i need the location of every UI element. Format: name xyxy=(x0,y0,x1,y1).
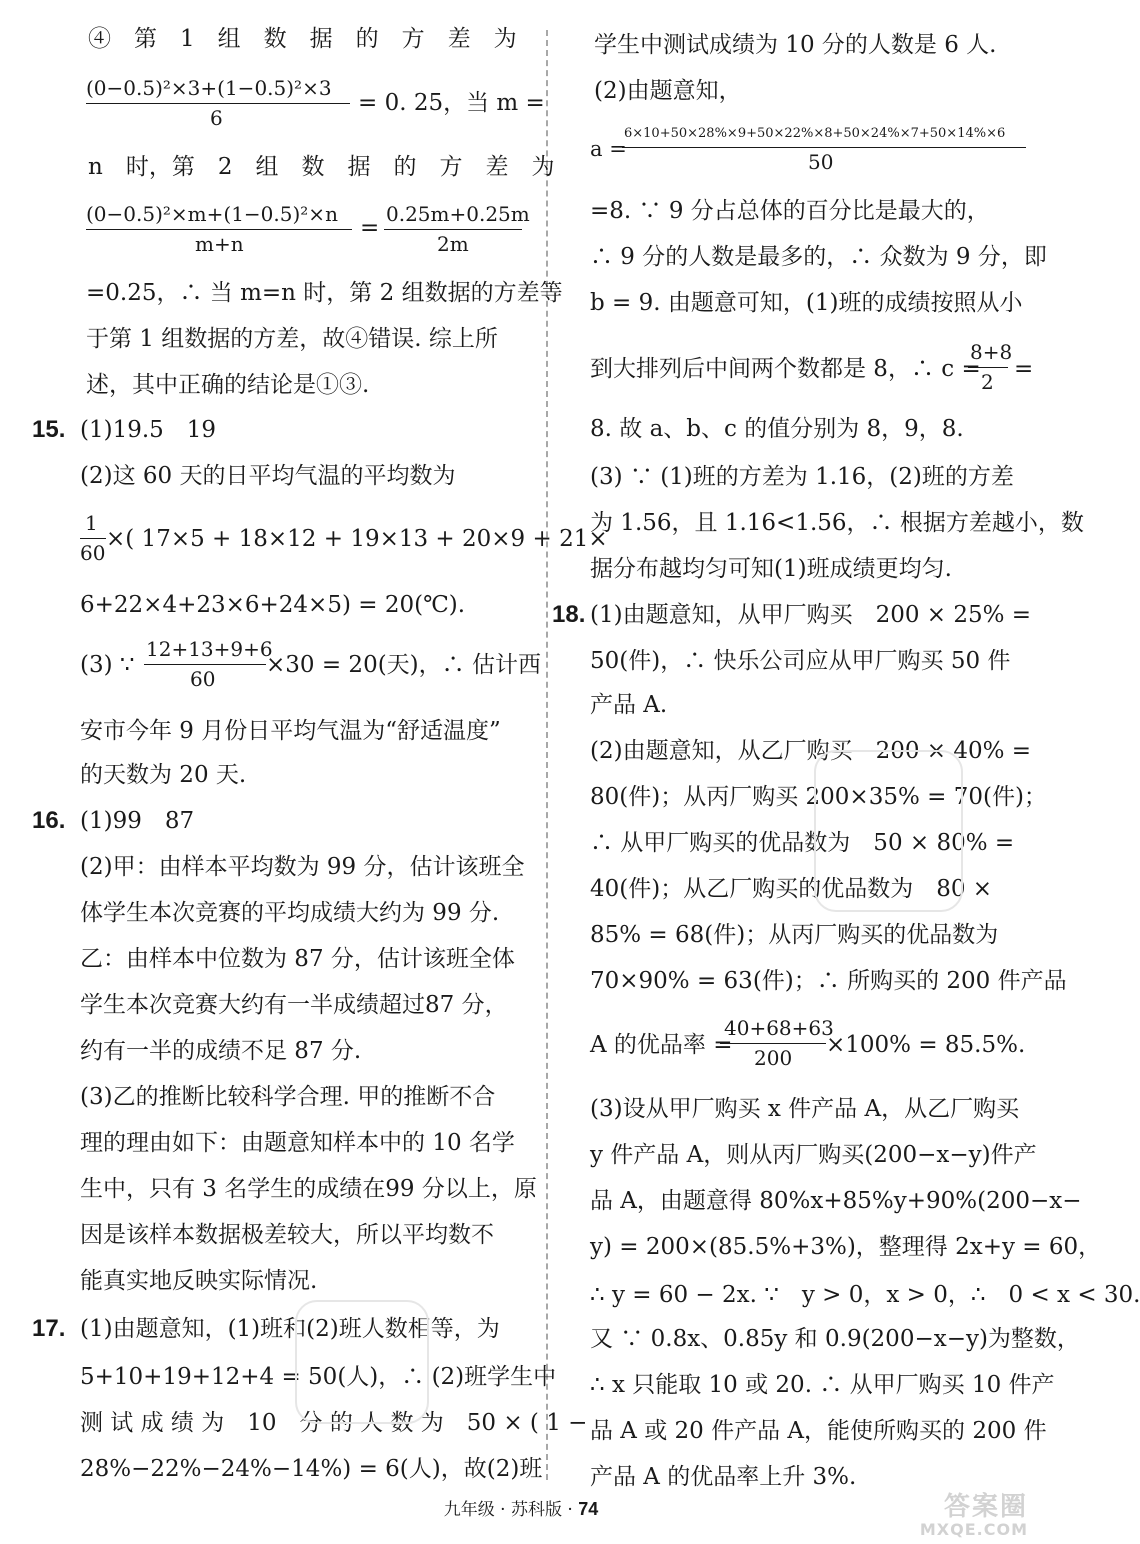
text-line: y) = 200×(85.5%+3%)，整理得 2x+y = 60， xyxy=(590,1234,1102,1260)
text-line: (3)乙的推断比较科学合理. 甲的推断不合 xyxy=(80,1084,496,1110)
text-line: 50(件)，∴ 快乐公司应从甲厂购买 50 件 xyxy=(590,648,1011,674)
text-line: 28%−22%−24%−14%) = 6(人)，故(2)班 xyxy=(80,1456,543,1482)
text-line: A 的优品率 = xyxy=(590,1032,733,1058)
question-number-15: 15. xyxy=(32,416,66,443)
text-line: 约有一半的成绩不足 87 分. xyxy=(80,1038,362,1064)
fraction-denominator: 6 xyxy=(210,106,223,130)
fraction-denominator: 2m xyxy=(437,232,469,256)
text-line: y 件产品 A，则从丙厂购买(200−x−y)件产 xyxy=(590,1142,1037,1168)
question-number-16: 16. xyxy=(32,807,66,834)
fraction-numerator: 0.25m+0.25m xyxy=(386,202,530,226)
text-line: ×100% = 85.5%. xyxy=(826,1032,1026,1058)
fraction-numerator: 6×10+50×28%×9+50×22%×8+50×24%×7+50×14%×6 xyxy=(624,126,1006,141)
fraction-numerator: 12+13+9+6 xyxy=(146,637,273,661)
text-line: 品 A，由题意得 80%x+85%y+90%(200−x− xyxy=(590,1188,1082,1214)
fraction-bar xyxy=(720,1043,826,1044)
text-line: (1)19.5 19 xyxy=(80,417,217,443)
text-line: 述，其中正确的结论是①③. xyxy=(86,372,370,398)
fraction-denominator: m+n xyxy=(195,232,244,256)
footer-label: 九年级 · 苏科版 · xyxy=(443,1500,573,1520)
text-line: 产品 A. xyxy=(590,692,668,718)
text-line: 于第 1 组数据的方差，故④错误. 综上所 xyxy=(86,326,498,352)
text-line: ×30 = 20(天)，∴ 估计西 xyxy=(266,652,541,678)
fraction-numerator: 1 xyxy=(85,511,98,535)
fraction-denominator: 200 xyxy=(754,1046,793,1070)
question-number-17: 17. xyxy=(32,1315,66,1342)
fraction-denominator: 60 xyxy=(80,541,106,565)
text-line: 产品 A 的优品率上升 3%. xyxy=(590,1464,857,1490)
text-line: ×( 17×5 + 18×12 + 19×13 + 20×9 + 21× xyxy=(106,526,608,552)
watermark-brand: 答案圈 xyxy=(943,1492,1028,1522)
text-line: 体学生本次竞赛的平均成绩大约为 99 分. xyxy=(80,900,500,926)
text-line: 因是该样本数据极差较大，所以平均数不 xyxy=(80,1222,494,1248)
fraction-bar xyxy=(384,229,522,230)
text-line: =8. ∵ 9 分占总体的百分比是最大的， xyxy=(590,198,990,224)
fraction-numerator: 8+8 xyxy=(970,340,1013,364)
text-line: a = xyxy=(590,137,627,161)
text-line: 的天数为 20 天. xyxy=(80,762,247,788)
text-line: 8. 故 a、b、c 的值分别为 8，9，8. xyxy=(590,416,964,442)
watermark-frame xyxy=(814,750,963,912)
text-line: = 0. 25，当 m = xyxy=(358,90,545,116)
fraction-numerator: (0−0.5)²×m+(1−0.5)²×n xyxy=(86,202,338,226)
equals-sign: = xyxy=(360,215,380,241)
text-line: (1)99 87 xyxy=(80,808,195,834)
text-line: 安市今年 9 月份日平均气温为“舒适温度” xyxy=(80,718,501,744)
text-line: 40(件)；从乙厂购买的优品数为 80 × xyxy=(590,876,993,902)
text-line: 80(件)；从丙厂购买 200×35% = 70(件)； xyxy=(590,784,1047,810)
text-line: (2)甲：由样本平均数为 99 分，估计该班全 xyxy=(80,854,525,880)
text-line: (1)由题意知，(1)班和(2)班人数相等，为 xyxy=(80,1316,500,1342)
question-number-18: 18. xyxy=(552,601,586,628)
text-line: (3) ∵ (1)班的方差为 1.16，(2)班的方差 xyxy=(590,464,1014,490)
text-line: n 时，第 2 组 数 据 的 方 差 为 xyxy=(88,154,555,180)
fraction-bar xyxy=(968,367,1008,368)
fraction-bar xyxy=(86,229,352,230)
text-line: (1)由题意知，从甲厂购买 200 × 25% = xyxy=(590,602,1032,628)
text-line: 生中，只有 3 名学生的成绩在99 分以上，原 xyxy=(80,1176,537,1202)
text-line: 6+22×4+23×6+24×5) = 20(℃). xyxy=(80,592,466,618)
fraction-numerator: (0−0.5)²×3+(1−0.5)²×3 xyxy=(86,76,332,100)
page-number: 74 xyxy=(578,1499,599,1519)
text-line: 学生中测试成绩为 10 分的人数是 6 人. xyxy=(594,32,997,58)
text-line: ∴ y = 60 − 2x. ∵ y > 0，x > 0，∴ 0 < x < 30. xyxy=(590,1282,1140,1308)
text-line: 测 试 成 绩 为 10 分 的 人 数 为 50 × ( 1 − xyxy=(80,1410,588,1436)
watermark-logo xyxy=(866,1486,1036,1542)
text-line: (2)这 60 天的日平均气温的平均数为 xyxy=(80,463,456,489)
text-line: 能真实地反映实际情况. xyxy=(80,1268,318,1294)
text-line: 到大排列后中间两个数都是 8，∴ c = xyxy=(590,356,981,382)
text-line: 70×90% = 63(件)；∴ 所购买的 200 件产品 xyxy=(590,968,1067,994)
text-line: (3) ∵ xyxy=(80,652,135,678)
fraction-denominator: 50 xyxy=(808,150,834,174)
text-line: (2)由题意知， xyxy=(594,78,742,104)
equals-sign: = xyxy=(1014,356,1034,382)
watermark-url: MXQE.COM xyxy=(919,1520,1028,1539)
text-line: (3)设从甲厂购买 x 件产品 A，从乙厂购买 xyxy=(590,1096,1020,1122)
text-line: ∴ 从甲厂购买的优品数为 50 × 80% = xyxy=(590,830,1015,856)
text-line: 乙：由样本中位数为 87 分，估计该班全体 xyxy=(80,946,515,972)
text-line: =0.25，∴ 当 m=n 时，第 2 组数据的方差等 xyxy=(86,280,563,306)
fraction-denominator: 2 xyxy=(981,370,994,394)
text-line: 为 1.56，且 1.16<1.56，∴ 根据方差越小，数 xyxy=(590,510,1084,536)
text-line: ④ 第 1 组 数 据 的 方 差 为 xyxy=(88,26,517,52)
fraction-bar xyxy=(144,664,266,665)
watermark-frame xyxy=(295,1300,429,1424)
text-line: 又 ∵ 0.8x、0.85y 和 0.9(200−x−y)为整数， xyxy=(590,1326,1080,1352)
text-line: 85% = 68(件)；从丙厂购买的优品数为 xyxy=(590,922,999,948)
fraction-bar xyxy=(80,538,106,539)
text-line: 5+10+19+12+4 = 50(人)，∴ (2)班学生中 xyxy=(80,1364,557,1390)
fraction-numerator: 40+68+63 xyxy=(724,1016,834,1040)
fraction-denominator: 60 xyxy=(190,667,216,691)
text-line: 理的理由如下：由题意知样本中的 10 名学 xyxy=(80,1130,515,1156)
column-divider xyxy=(546,30,548,1480)
text-line: 据分布越均匀可知(1)班成绩更均匀. xyxy=(590,556,952,582)
text-line: b = 9. 由题意可知，(1)班的成绩按照从小 xyxy=(590,290,1023,316)
fraction-bar xyxy=(86,103,350,104)
text-line: ∴ 9 分的人数是最多的，∴ 众数为 9 分，即 xyxy=(590,244,1047,270)
text-line: ∴ x 只能取 10 或 20. ∴ 从甲厂购买 10 件产 xyxy=(590,1372,1055,1398)
text-line: 品 A 或 20 件产品 A，能使所购买的 200 件 xyxy=(590,1418,1047,1444)
fraction-bar xyxy=(622,147,1026,148)
text-line: (2)由题意知，从乙厂购买 200 × 40% = xyxy=(590,738,1032,764)
text-line: 学生本次竞赛大约有一半成绩超过87 分， xyxy=(80,992,508,1018)
